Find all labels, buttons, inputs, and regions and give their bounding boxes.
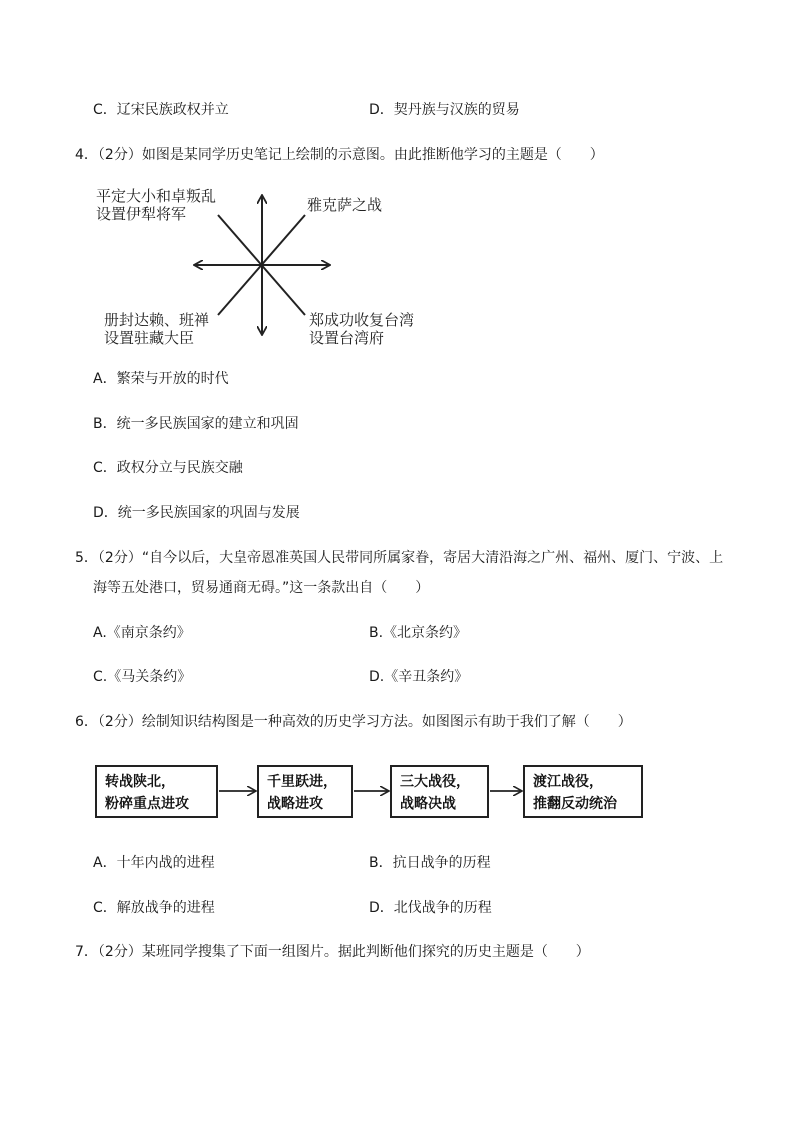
flow-box-3 — [390, 765, 489, 818]
diagram-label-top-left-1: 平定大小和卓叛乱 — [96, 187, 217, 205]
q5-option-d: D.《辛丑条约》 — [369, 669, 469, 685]
flow-box-3-line-2: 战略决战 — [400, 796, 456, 812]
q4-option-a: A．繁荣与开放的时代 — [93, 371, 229, 387]
diagram-label-bottom-left-2: 设置驻藏大臣 — [104, 329, 195, 347]
q5-option-a: A.《南京条约》 — [93, 625, 191, 641]
diagram-label-bottom-right-2: 设置台湾府 — [309, 329, 385, 347]
diagram-label-top-right: 雅克萨之战 — [307, 196, 383, 214]
q4-option-c: C．政权分立与民族交融 — [93, 460, 243, 476]
q4-option-d: D．统一多民族国家的巩固与发展 — [93, 505, 300, 521]
q5-option-c: C.《马关条约》 — [93, 669, 192, 685]
flow-box-1-line-2: 粉碎重点进攻 — [105, 796, 189, 812]
q4-option-b: B．统一多民族国家的建立和巩固 — [93, 416, 299, 432]
flow-box-2-line-1: 千里跃进， — [267, 774, 337, 790]
q6-stem: 6．（2分）绘制知识结构图是一种高效的历史学习方法。如图图示有助于我们了解（ ） — [75, 714, 632, 730]
q5-stem-line-1: 5．（2分）“自今以后，大皇帝恩准英国人民带同所属家眷，寄居大清沿海之广州、福州、厦门、宁波、上 — [75, 550, 724, 566]
flow-box-1 — [95, 765, 218, 818]
flow-box-2 — [257, 765, 353, 818]
diagram-label-bottom-right-1: 郑成功收复台湾 — [309, 311, 415, 329]
diagram-label-top-left-2: 设置伊犁将军 — [96, 205, 187, 223]
q6-option-b: B．抗日战争的历程 — [369, 855, 491, 871]
q3-option-d: D．契丹族与汉族的贸易 — [369, 102, 520, 118]
diagram-label-bottom-left-1: 册封达赖、班禅 — [104, 311, 210, 329]
q6-option-d: D．北伐战争的历程 — [369, 900, 492, 916]
flow-box-2-line-2: 战略进攻 — [267, 796, 323, 812]
q7-stem: 7．（2分）某班同学搜集了下面一组图片。据此判断他们探究的历史主题是（ ） — [75, 944, 590, 960]
q4-stem: 4．（2分）如图是某同学历史笔记上绘制的示意图。由此推断他学习的主题是（ ） — [75, 147, 604, 163]
flow-box-3-line-1: 三大战役， — [400, 774, 470, 790]
q5-option-b: B.《北京条约》 — [369, 625, 468, 641]
q6-option-c: C．解放战争的进程 — [93, 900, 215, 916]
q3-option-c: C．辽宋民族政权并立 — [93, 102, 229, 118]
q6-option-a: A．十年内战的进程 — [93, 855, 215, 871]
q5-stem-line-2: 海等五处港口，贸易通商无碍。”这一条款出自（ ） — [93, 580, 430, 596]
flow-box-4-line-1: 渡江战役， — [533, 774, 603, 790]
flow-box-1-line-1: 转战陕北， — [105, 774, 175, 790]
flow-box-4-line-2: 推翻反动统治 — [533, 796, 617, 812]
flow-box-4 — [523, 765, 643, 818]
